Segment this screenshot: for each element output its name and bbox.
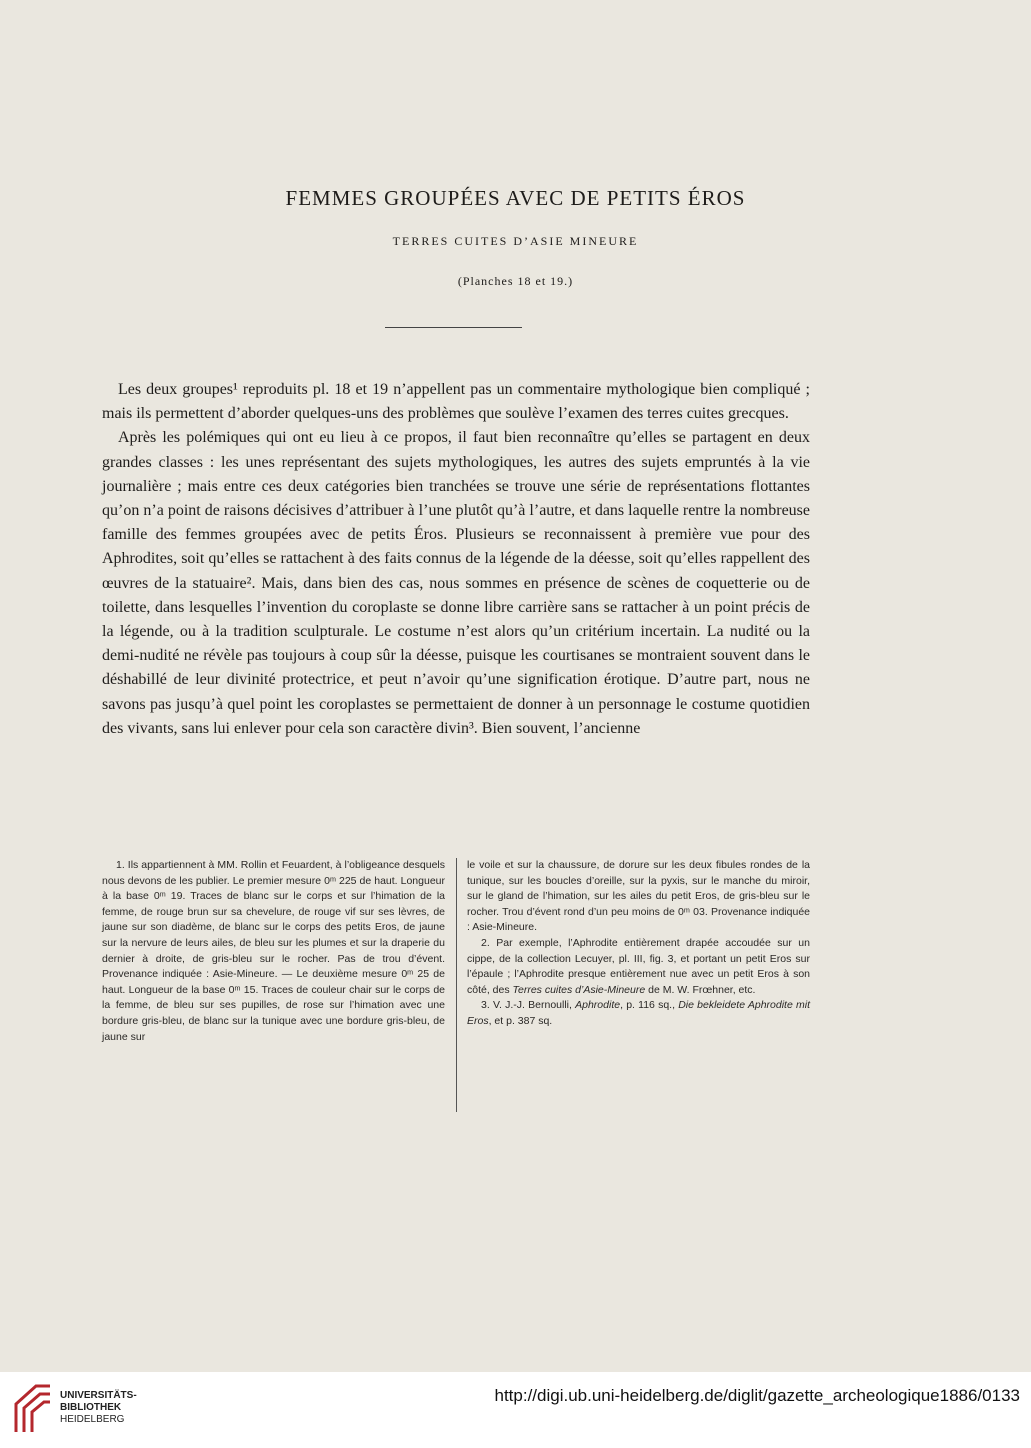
article-title: FEMMES GROUPÉES AVEC DE PETITS ÉROS <box>285 186 746 210</box>
permalink-url[interactable]: http://digi.ub.uni-heidelberg.de/diglit/gazette_archeologique1886/0133 <box>494 1386 1020 1405</box>
footnote-column-divider <box>456 858 457 1112</box>
footnote-1: 1. Ils appartiennent à MM. Rollin et Feuardent, à l’obligeance desquels nous devons de les publier. Le premier mesure 0ᵐ 225 de haut. Longueur à la base 0ᵐ 19. Traces de blanc sur le corps et sur l’himation de la femme, de rouge brun sur sa chevelure, de rouge vif sur ses lèvres, de jaune sur son diadème, de blanc sur le corps des petits Eros, de jaune sur la nervure de leurs ailes, de bleu sur les plumes et sur la draperie du dernier à droite, de gris-bleu sur le rocher. Pas de trou d’évent. Provenance indiquée : Asie-Mineure. — Le deuxième mesure 0ᵐ 25 de haut. Longueur de la base 0ᵐ 15. Traces de couleur chair sur le corps de la femme, de bleu sur ses pupilles, de rose sur l’himation avec une bordure gris-bleu, de blanc sur la tunique avec une bordure gris-bleu, de jaune sur <box>102 859 445 1043</box>
paragraph: Après les polémiques qui ont eu lieu à ce propos, il faut bien reconnaître qu’elles se partagent en deux grandes classes : les unes représentant des sujets mythologiques, les autres des sujets empruntés à la vie journalière ; mais entre ces deux catégories bien tranchées se trouve une série de représentations flottantes qu’on n’a point de raisons décisives d’attribuer à l’une plutôt qu’à l’autre, et dans laquelle rentre la nombreuse famille des femmes groupées avec de petits Éros. Plusieurs se reconnaissent à première vue pour des Aphrodites, soit qu’elles se rattachent à des faits connus de la légende de la déesse, soit qu’elles rappellent des œuvres de la statuaire². Mais, dans bien des cas, nous sommes en présence de scènes de coquetterie ou de toilette, dans lesquelles l’invention du coroplaste se donne libre carrière sans se rattacher à un point précis de la légende, ou à la tradition sculpturale. Le costume n’est alors qu’un critérium incertain. La nudité ou la demi-nudité ne révèle pas toujours à coup sûr la déesse, puisque les courtisanes se montraient souvent dans le déshabillé de leur divinité protectrice, et peut n’avoir qu’une signification érotique. D’autre part, nous ne savons pas jusqu’à quel point les coroplastes se permettaient de donner à un personnage le costume quotidien des vivants, sans lui enlever pour cela son caractère divin³. Bien souvent, l’ancienne <box>102 429 810 737</box>
footnotes-left-column <box>102 858 445 1045</box>
library-footer <box>0 1372 1031 1448</box>
planches-reference: (Planches 18 et 19.) <box>457 274 574 288</box>
footnotes-right-column <box>467 858 810 1030</box>
footnote-2: 2. Par exemple, l’Aphrodite entièrement drapée accoudée sur un cippe, de la collection Lecuyer, pl. III, fig. 3, et portant un petit Eros sur l’épaule ; l’Aphrodite presque entièrement nue avec un petit Eros à son côté, des Terres cuites d’Asie-Mineure de M. W. Frœhner, etc. <box>467 936 810 996</box>
article-subtitle: TERRES CUITES D’ASIE MINEURE <box>392 234 639 248</box>
university-library-logo-icon <box>12 1382 52 1434</box>
library-name: UNIVERSITÄTS- BIBLIOTHEK HEIDELBERG <box>60 1390 137 1425</box>
footnote-1-continued: le voile et sur la chaussure, de dorure sur les deux fibules rondes de la tunique, sur les boucles d’oreille, sur la pyxis, sur le manche du miroir, sur le gland de l’himation, sur les ailes du petit Eros, de gris-bleu sur le rocher. Trou d’évent rond d’un peu moins de 0ᵐ 03. Provenance indiquée : Asie-Mineure. <box>467 859 810 934</box>
title-divider <box>385 327 522 328</box>
paragraph: Les deux groupes¹ reproduits pl. 18 et 19 n’appellent pas un commentaire mythologique bien compliqué ; mais ils permettent d’aborder quelques-uns des problèmes que soulève l’examen des terres cuites grecques. <box>102 381 810 423</box>
body-text <box>102 378 810 741</box>
footnote-3: 3. V. J.-J. Bernoulli, Aphrodite, p. 116 sq., Die bekleidete Aphrodite mit Eros, et p. 387 sq. <box>467 999 810 1027</box>
